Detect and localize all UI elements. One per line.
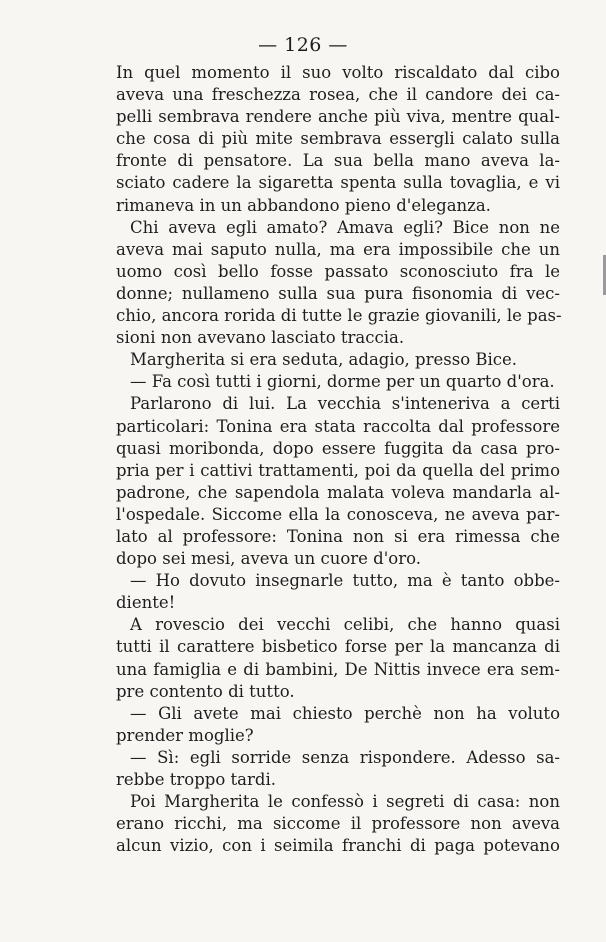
- body-text: [116, 62, 560, 857]
- text-line: fronte di pensatore. La sua bella mano aveva la-: [116, 151, 560, 171]
- text-line: l'ospedale. Siccome ella la conosceva, ne aveva par-: [116, 504, 560, 524]
- text-line: aveva mai saputo nulla, ma era impossibile che un: [116, 239, 560, 259]
- text-line: Parlarono di lui. La vecchia s'inteneriva a certi: [130, 394, 560, 414]
- text-line: particolari: Tonina era stata raccolta dal professore: [116, 416, 560, 436]
- text-line: prender moglie?: [116, 725, 254, 745]
- text-line: — Ho dovuto insegnarle tutto, ma è tanto obbe-: [130, 571, 560, 591]
- text-line: chio, ancora rorida di tutte le grazie giovanili, le pas-: [116, 306, 562, 326]
- text-line: tutti il carattere bisbetico forse per la mancanza di: [116, 637, 560, 657]
- text-line: pelli sembrava rendere anche più viva, mentre qual-: [116, 107, 560, 127]
- text-line: In quel momento il suo volto riscaldato dal cibo: [116, 63, 560, 82]
- page-number: — 126 —: [258, 34, 348, 56]
- text-line: Chi aveva egli amato? Amava egli? Bice non ne: [130, 217, 560, 237]
- text-line: diente!: [116, 593, 176, 613]
- text-line: erano ricchi, ma siccome il professore non aveva: [116, 814, 560, 834]
- text-line: — Fa così tutti i giorni, dorme per un quarto d'ora.: [130, 372, 555, 392]
- text-line: che cosa di più mite sembrava essergli calato sulla: [116, 129, 560, 149]
- text-line: quasi moribonda, dopo essere fuggita da casa pro-: [116, 438, 560, 458]
- text-line: — Gli avete mai chiesto perchè non ha voluto: [130, 703, 560, 723]
- text-line: Margherita si era seduta, adagio, presso Bice.: [130, 350, 518, 370]
- text-line: rimaneva in un abbandono pieno d'eleganza.: [116, 195, 491, 215]
- text-line: aveva una freschezza rosea, che il candore dei ca-: [116, 85, 560, 105]
- text-line: Poi Margherita le confessò i segreti di casa: non: [130, 792, 560, 812]
- text-line: sioni non avevano lasciato traccia.: [116, 328, 405, 348]
- text-line: pria per i cattivi trattamenti, poi da quella del primo: [116, 460, 560, 480]
- text-line: dopo sei mesi, aveva un cuore d'oro.: [116, 549, 421, 569]
- text-line: donne; nullameno sulla sua pura fisonomia di vec-: [116, 283, 560, 303]
- text-line: — Sì: egli sorride senza rispondere. Adesso sa-: [130, 747, 560, 767]
- text-line: A rovescio dei vecchi celibi, che hanno quasi: [130, 615, 560, 635]
- text-line: alcun vizio, con i seimila franchi di paga potevano: [116, 836, 560, 856]
- text-line: rebbe troppo tardi.: [116, 770, 276, 789]
- text-line: lato al professore: Tonina non si era rimessa che: [116, 526, 560, 546]
- text-line: una famiglia e di bambini, De Nittis invece era sem-: [116, 659, 560, 679]
- text-line: uomo così bello fosse passato sconosciuto fra le: [116, 261, 560, 281]
- text-line: pre contento di tutto.: [116, 681, 295, 701]
- text-line: sciato cadere la sigaretta spenta sulla tovaglia, e vi: [116, 173, 560, 193]
- text-line: padrone, che sapendola malata voleva mandarla al-: [116, 482, 560, 502]
